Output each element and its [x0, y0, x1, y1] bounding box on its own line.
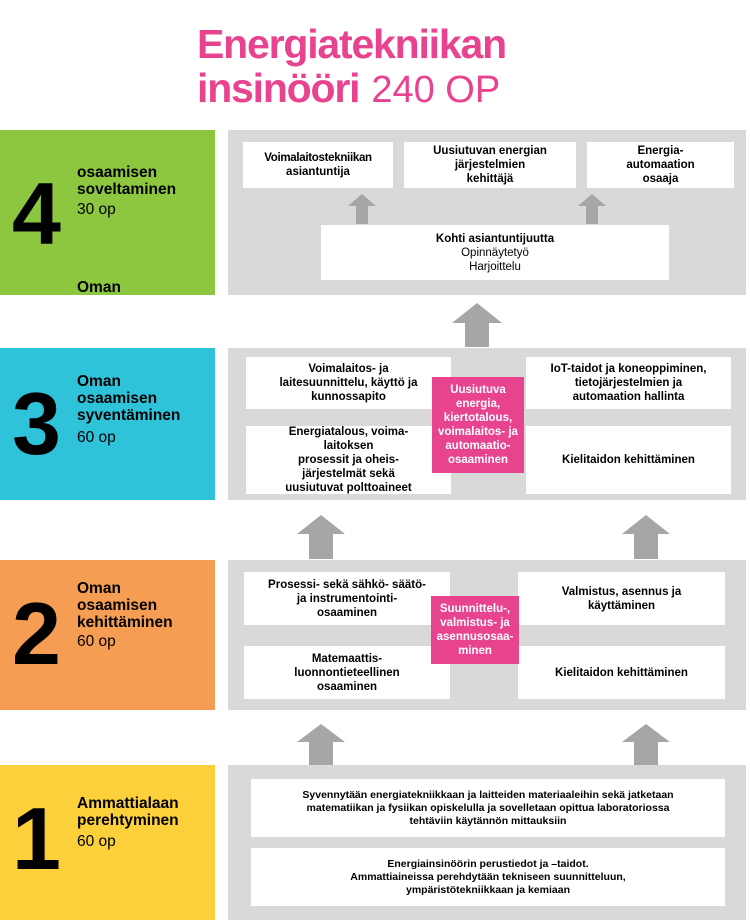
l2-lt-line-3: osaaminen [316, 606, 378, 619]
level-2-number: 2 [12, 584, 61, 683]
role-3-line-1: Energia- [637, 145, 684, 157]
level-3-name [77, 373, 180, 424]
level-2-label-box [0, 560, 215, 710]
arrow-up-icon [297, 515, 345, 559]
expert-item-internship: Harjoittelu [469, 260, 521, 273]
l2-c-line-4: minen [458, 645, 492, 657]
l3-lt-line-2: laitesuunnittelu, käyttö ja [279, 377, 418, 389]
role-box-voimalaitos [243, 142, 393, 188]
level-4-name-line-3: soveltaminen [77, 181, 177, 198]
role-box-energiaautomaatio [587, 142, 734, 188]
l2-rt-line-1: Valmistus, asennus ja [561, 585, 682, 598]
level-3-name-line-1: Oman [77, 373, 121, 390]
level-3-number: 3 [12, 374, 61, 473]
level-4-name-1: Oman [77, 279, 121, 296]
l2-lb-line-2: luonnontieteellinen [294, 666, 400, 679]
l2-c-line-1: Suunnittelu-, [439, 603, 511, 615]
l2-lb-line-3: osaaminen [316, 680, 378, 693]
l3-box-plant-design [246, 357, 451, 409]
level-2-name-line-1: Oman [77, 580, 121, 597]
l2-lt-line-2: ja instrumentointi- [296, 592, 398, 605]
arrow-up-icon [348, 194, 376, 224]
level-1-name-line-1: Ammattialaan [77, 795, 179, 812]
level-1-credits: 60 op [77, 833, 116, 850]
page-title [197, 22, 617, 112]
role-2-line-2: järjestelmien [454, 159, 526, 171]
level-4-panel [228, 130, 746, 295]
l3-lb-line-2: laitoksen [323, 440, 374, 452]
l3-c-line-5: automaatio- [445, 440, 511, 452]
role-2-line-1: Uusiutuvan energian [433, 145, 547, 157]
l3-rt-line-2: tietojärjestelmien ja [574, 377, 683, 389]
level-1-panel [228, 765, 746, 920]
expert-item-thesis: Opinnäytetyö [461, 246, 529, 259]
role-box-uusiutuva [404, 142, 576, 188]
level-1-number: 1 [12, 789, 61, 888]
l1-b-line-3: ympäristötekniikkaan ja kemiaan [406, 883, 570, 896]
l3-lb-line-5: uusiutuvat polttoaineet [285, 482, 412, 494]
l3-rt-line-1: IoT-taidot ja koneoppiminen, [550, 363, 707, 375]
l2-c-line-2: valmistus- ja [440, 617, 510, 629]
level-4-number: 4 [12, 164, 61, 263]
l2-lb-line-1: Matemaattis- [311, 652, 383, 665]
title-line-1: Energiatekniikan [197, 21, 506, 67]
l3-lb-line-4: järjestelmät sekä [302, 468, 395, 480]
role-3-line-2: automaation [626, 159, 695, 171]
l1-box-basics [251, 848, 725, 906]
level-1-name [77, 795, 179, 829]
arrow-up-icon [622, 515, 670, 559]
level-3-name-line-3: syventäminen [77, 407, 181, 424]
l3-core-competence [432, 377, 524, 473]
l3-lb-line-3: prosessit ja oheis- [298, 454, 399, 466]
l1-box-deepening [251, 779, 725, 837]
level-1-label-box [0, 765, 215, 920]
level-2-panel [228, 560, 746, 710]
role-1-line-1: Voimalaitostekniikan [264, 152, 372, 164]
l2-lt-line-1: Prosessi- sekä sähkö- säätö- [268, 578, 426, 591]
l3-lt-line-1: Voimalaitos- ja [308, 363, 389, 375]
l1-t-line-1: Syvennytään energiatekniikkaan ja laitteiden materiaaleihin sekä jatketaan [302, 788, 674, 801]
level-4-name-line-2: osaamisen [77, 164, 158, 181]
l2-box-manufacturing [518, 572, 725, 625]
l3-box-language: Kielitaidon kehittäminen [526, 426, 731, 494]
arrow-up-icon [578, 194, 606, 224]
l3-c-line-1: Uusiutuva [450, 384, 506, 396]
l3-box-energy-economy [246, 426, 451, 494]
l1-t-line-2: matematiikan ja fysiikan opiskelulla ja sovelletaan opittua laboratoriossa [306, 801, 670, 814]
level-4-name [77, 164, 176, 198]
l1-t-line-3: tehtäviin käytännön mittauksiin [409, 814, 567, 827]
l3-c-line-2: energia, [455, 398, 501, 410]
role-1-line-2: asiantuntija [286, 166, 350, 178]
role-3-line-3: osaaja [642, 173, 679, 185]
level-2-credits: 60 op [77, 633, 116, 650]
level-2-name-line-3: kehittäminen [77, 614, 173, 631]
l2-core-competence [431, 596, 519, 664]
l2-c-line-3: asennusosaa- [436, 631, 514, 643]
level-2-name [77, 580, 173, 631]
l3-c-line-3: kiertotalous, [443, 412, 513, 424]
title-credits: 240 OP [371, 69, 501, 111]
level-3-label-box [0, 348, 215, 500]
arrow-up-icon [622, 724, 670, 766]
l2-box-math [244, 646, 450, 699]
l2-box-process [244, 572, 450, 625]
level-1-name-line-2: perehtyminen [77, 812, 179, 829]
l2-rt-line-2: käyttäminen [587, 599, 656, 612]
l3-lt-line-3: kunnossapito [311, 391, 386, 403]
level-3-name-line-2: osaamisen [77, 390, 158, 407]
arrow-up-icon [452, 303, 502, 347]
title-degree: insinööri [197, 65, 360, 111]
level-3-panel [228, 348, 746, 500]
expert-box [321, 225, 669, 280]
expert-title: Kohti asiantuntijuutta [435, 232, 555, 245]
role-2-line-3: kehittäjä [466, 173, 514, 185]
l1-b-line-2: Ammattiaineissa perehdytään tekniseen suunnitteluun, [350, 870, 626, 883]
l1-b-line-1: Energiainsinöörin perustiedot ja –taidot. [387, 857, 589, 870]
l3-box-iot [526, 357, 731, 409]
l3-lb-line-1: Energiatalous, voima- [288, 426, 409, 438]
l3-rt-line-3: automaation hallinta [572, 391, 685, 403]
l3-c-line-6: osaaminen [447, 454, 509, 466]
level-4-credits: 30 op [77, 201, 116, 218]
level-2-name-line-2: osaamisen [77, 597, 158, 614]
l3-c-line-4: voimalaitos- ja [438, 426, 518, 438]
l2-box-language: Kielitaidon kehittäminen [518, 646, 725, 699]
arrow-up-icon [297, 724, 345, 766]
level-3-credits: 60 op [77, 429, 116, 446]
title-line-2 [197, 66, 617, 112]
